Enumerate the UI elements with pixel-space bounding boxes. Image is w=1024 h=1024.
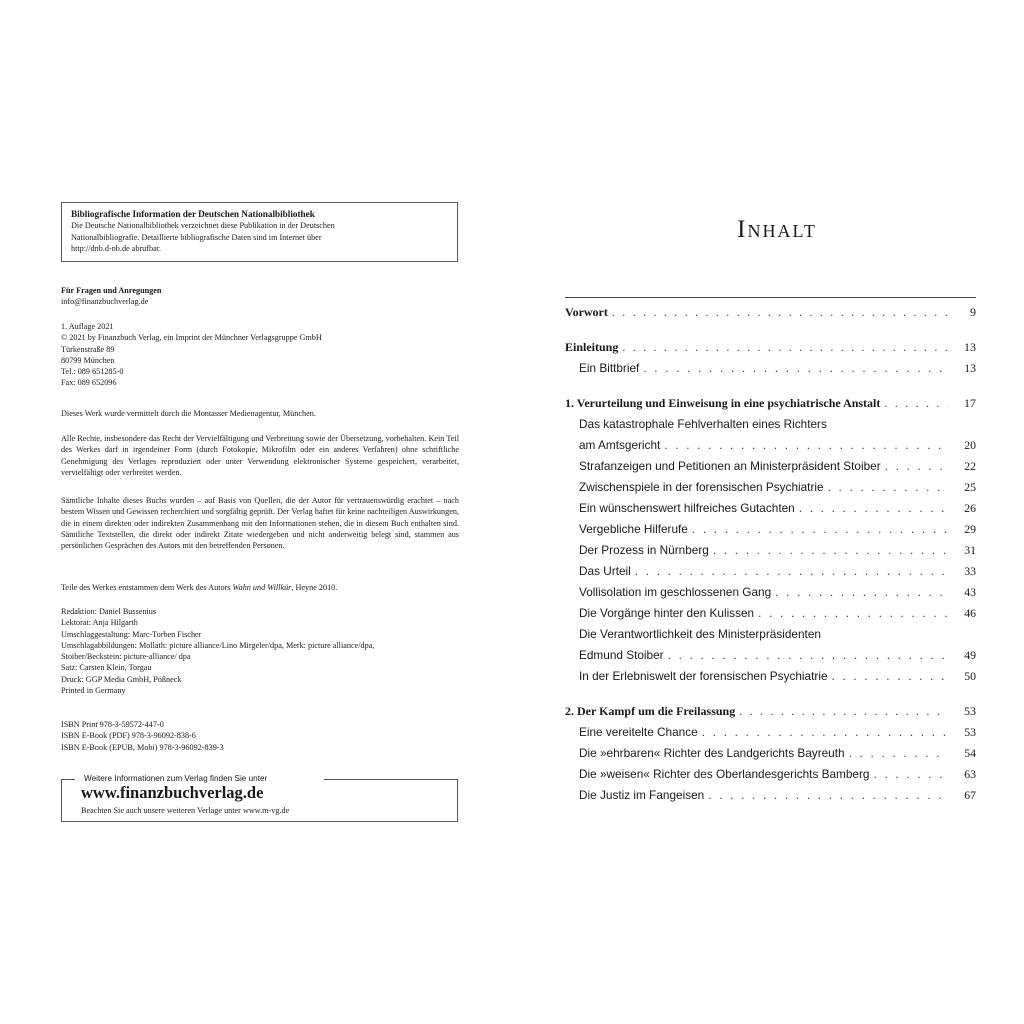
toc-entry-title: 2. Der Kampf um die Freilassung [565,704,736,718]
credit-line: Satz: Carsten Klein, Torgau [61,663,152,673]
toc-entry-title: Ein wünschenswert hilfreiches Gutachten [579,501,795,515]
toc-entry-row [565,393,976,414]
toc-page-number: 31 [964,543,976,557]
contact-heading: Für Fragen und Anregungen [61,286,162,295]
toc-section[interactable] [565,414,976,456]
toc-entry-row [579,435,976,456]
toc-entry-row [579,456,976,477]
toc-chapter[interactable] [565,302,976,323]
toc-section[interactable] [565,582,976,603]
toc-page-number: 49 [964,648,976,662]
toc-entry-title: Vollisolation im geschlossenen Gang [579,585,772,599]
toc-entry-row [579,519,976,540]
credit-line: Umschlaggestaltung: Marc-Torben Fischer [61,629,202,639]
toc-leader-dots [881,456,948,477]
credit-line: Druck: GGP Media GmbH, Pößneck [61,674,182,684]
toc-entry-title: Edmund Stoiber [579,648,664,662]
toc-entry-row [579,603,976,624]
publisher-website-box [61,774,458,822]
publisher-phone: Tel.: 089 651285-0 [61,367,124,377]
rights-paragraph [61,433,459,478]
toc-page-number: 22 [964,459,976,473]
toc-entry-title: Einleitung [565,340,619,354]
toc-page-number: 13 [964,340,976,354]
toc-entry-title: Vergebliche Hilferufe [579,522,688,536]
toc-entry-title: Eine vereitelte Chance [579,725,698,739]
toc-entry-title: Vorwort [565,305,608,319]
toc-entry-row [579,582,976,603]
source-suffix: , Heyne 2010. [291,583,338,592]
credit-line: Stoiber/Beckstein: picture-alliance/ dpa [61,652,191,662]
toc-page-number: 26 [964,501,976,515]
agency-text: Dieses Werk wurde vermittelt durch die Montasser Medienagentur, München. [61,409,316,418]
publisher-fax: Fax: 089 652096 [61,378,117,388]
contents-rule [565,297,976,298]
toc-entry-title: In der Erlebniswelt der forensischen Psychiatrie [579,669,828,683]
toc-entry-title-line1: Die Verantwortlichkeit des Ministerpräsidenten [579,627,821,641]
publisher-city: 80799 München [61,355,115,365]
toc-leader-dots [698,722,948,743]
toc-section[interactable] [565,540,976,561]
toc-page-number: 29 [964,522,976,536]
toc-page-number: 50 [964,669,976,683]
toc-entry-title: Die »ehrbaren« Richter des Landgerichts Bayreuth [579,746,845,760]
toc-leader-dots [869,764,948,785]
toc-page-number: 43 [964,585,976,599]
toc-page-number: 67 [964,788,976,802]
toc-gap [565,687,976,701]
disclaimer-paragraph [61,495,459,551]
toc-entry-title: Das Urteil [579,564,631,578]
box-top-rule-left [61,779,75,780]
toc-section[interactable] [565,722,976,743]
toc-page-number: 53 [964,704,976,718]
toc-page-number: 9 [970,305,976,319]
bibliographic-info-box [61,202,458,262]
credit-line: Redaktion: Daniel Bussenius [61,607,157,616]
toc-page-number: 17 [964,396,976,410]
source-note [61,582,466,593]
website-label: Weitere Informationen zum Verlag finden Sie unter [84,774,268,783]
copyright: © 2021 by Finanzbuch Verlag, ein Imprint der Münchner Verlagsgruppe GmbH [61,333,322,343]
website-url[interactable]: www.finanzbuchverlag.de [81,783,264,802]
source-prefix: Teile des Werkes entstammen dem Werk des Autors [61,583,233,592]
toc-entry-row [579,477,976,498]
toc-section[interactable] [565,477,976,498]
toc-section[interactable] [565,561,976,582]
toc-entry-row [579,785,976,806]
toc-leader-dots [709,540,948,561]
publisher-street: Türkenstraße 89 [61,344,115,354]
toc-section[interactable] [565,785,976,806]
toc-chapter[interactable] [565,701,976,722]
toc-chapter[interactable] [565,337,976,358]
toc-section[interactable] [565,519,976,540]
toc-entry-title: Zwischenspiele in der forensischen Psychiatrie [579,480,824,494]
toc-entry-title: Strafanzeigen und Petitionen an Ministerpräsident Stoiber [579,459,881,473]
toc-entry-row [579,358,976,379]
toc-page-number: 63 [964,767,976,781]
box-top-rule-right [324,779,458,780]
source-title: Wahn und Willkür [232,583,292,592]
toc-page-number: 20 [964,438,976,452]
toc-leader-dots [618,337,948,358]
toc-leader-dots [688,519,948,540]
toc-entry-row [579,764,976,785]
isbn-line: ISBN E-Book (PDF) 978-3-96092-838-6 [61,731,196,741]
toc-entry-row [579,743,976,764]
contents-title: Inhalt [737,216,817,243]
bibliographic-info-line: http://dnb.d-nb.de abrufbar. [71,244,162,254]
toc-entry-title: Ein Bittbrief [579,361,640,375]
toc-leader-dots [631,561,948,582]
isbn-block [61,719,466,753]
toc-entry-title: 1. Verurteilung und Einweisung in eine psychiatrische Anstalt [565,396,881,410]
credit-line: Printed in Germany [61,686,126,696]
toc-leader-dots [639,358,948,379]
toc-entry-row [565,701,976,722]
toc-gap [565,323,976,337]
edition: 1. Auflage 2021 [61,322,114,331]
toc-section[interactable] [565,666,976,687]
isbn-line: ISBN E-Book (EPUB, Mobi) 978-3-96092-839-3 [61,742,224,752]
disclaimer-text: Sämtliche Inhalte dieses Buchs wurden – auf Basis von Quellen, die der Autor für vertrauenswürdig erachtet – nach bestem Wissen und Gewissen recherchiert und sorgfältig geprüft. Der Verlag haftet für keine nachteiligen Auswirkungen, die in einem direkten oder indirekten Zusammenhang mit den Informationen stehen, die in diesem Buch enthalten sind. Sämtliche Textstellen, die direkt oder indirekt Zitate wiedergeben und nicht anderweitig belegt sind, stammen aus persönlichen Gesprächen des Autors mit den betreffenden Personen. [61,496,459,551]
toc-entry-row [579,645,976,666]
toc-entry-row [579,540,976,561]
toc-page-number: 33 [964,564,976,578]
toc-page-number: 53 [964,725,976,739]
toc-section[interactable] [565,456,976,477]
toc-section[interactable] [565,764,976,785]
toc-section[interactable] [565,358,976,379]
toc-entry-title: Der Prozess in Nürnberg [579,543,709,557]
toc-leader-dots [660,435,948,456]
toc-entry-title: Die Vorgänge hinter den Kulissen [579,606,755,620]
toc-entry-row [579,498,976,519]
isbn-line: ISBN Print 978-3-59572-447-0 [61,720,164,729]
toc-page-number: 25 [964,480,976,494]
toc-entry-row [579,561,976,582]
bibliographic-info-line: Nationalbibliografie. Detaillierte bibliografische Daten sind im Internet über [71,232,322,242]
toc-leader-dots [664,645,948,666]
toc-entry-title-line1: Das katastrophale Fehlverhalten eines Richters [579,417,827,431]
toc-leader-dots [771,582,948,603]
toc-page-number: 54 [964,746,976,760]
toc-leader-dots [845,743,948,764]
toc-entry-row [579,666,976,687]
toc-page-number: 13 [964,361,976,375]
toc-leader-dots [880,393,948,414]
toc-section[interactable] [565,603,976,624]
toc-section[interactable] [565,498,976,519]
toc-entry-title: Die »weisen« Richter des Oberlandesgerichts Bamberg [579,767,870,781]
contents-page [512,0,1024,1024]
toc-gap [565,379,976,393]
toc-entry-row [579,722,976,743]
credit-line: Lektorat: Anja Hilgarth [61,618,138,628]
website-note: Beachten Sie auch unsere weiteren Verlage unter www.m-vg.de [81,806,290,815]
toc-entry-title: Die Justiz im Fangeisen [579,788,705,802]
toc-leader-dots [795,498,948,519]
toc-leader-dots [608,302,948,323]
toc-leader-dots [704,785,948,806]
toc-leader-dots [735,701,948,722]
publisher-block [61,321,466,389]
toc-entry-row [565,302,976,323]
rights-text: Alle Rechte, insbesondere das Recht der Vervielfältigung und Verbreitung sowie der Übersetzung, vorbehalten. Kein Teil des Werkes darf in irgendeiner Form (durch Fotokopie, Mikrofilm oder ein anderes Verfahren) ohne schriftliche Genehmigung des Verlages reproduziert oder unter Verwendung elektronischer Systeme gespeichert, verarbeitet, vervielfältigt oder verbreitet werden. [61,434,459,477]
toc-section[interactable] [565,624,976,666]
credits-block [61,606,466,696]
toc-chapter[interactable] [565,393,976,414]
bibliographic-info-title: Bibliografische Information der Deutschen Nationalbibliothek [71,209,315,219]
credit-line: Umschlagabbildungen: Mollath: picture alliance/Lino Mirgeler/dpa, Merk: picture alliance/dpa, [61,640,375,650]
table-of-contents [565,302,976,806]
toc-leader-dots [754,603,948,624]
toc-leader-dots [824,477,948,498]
toc-section[interactable] [565,743,976,764]
toc-page-number: 46 [964,606,976,620]
agency-note [61,408,466,419]
toc-leader-dots [828,666,948,687]
toc-entry-row [565,337,976,358]
bibliographic-info-line: Die Deutsche Nationalbibliothek verzeichnet diese Publikation in der Deutschen [71,221,335,230]
contact-email[interactable]: info@finanzbuchverlag.de [61,297,149,307]
toc-entry-title: am Amtsgericht [579,438,661,452]
contact-block [61,285,466,308]
